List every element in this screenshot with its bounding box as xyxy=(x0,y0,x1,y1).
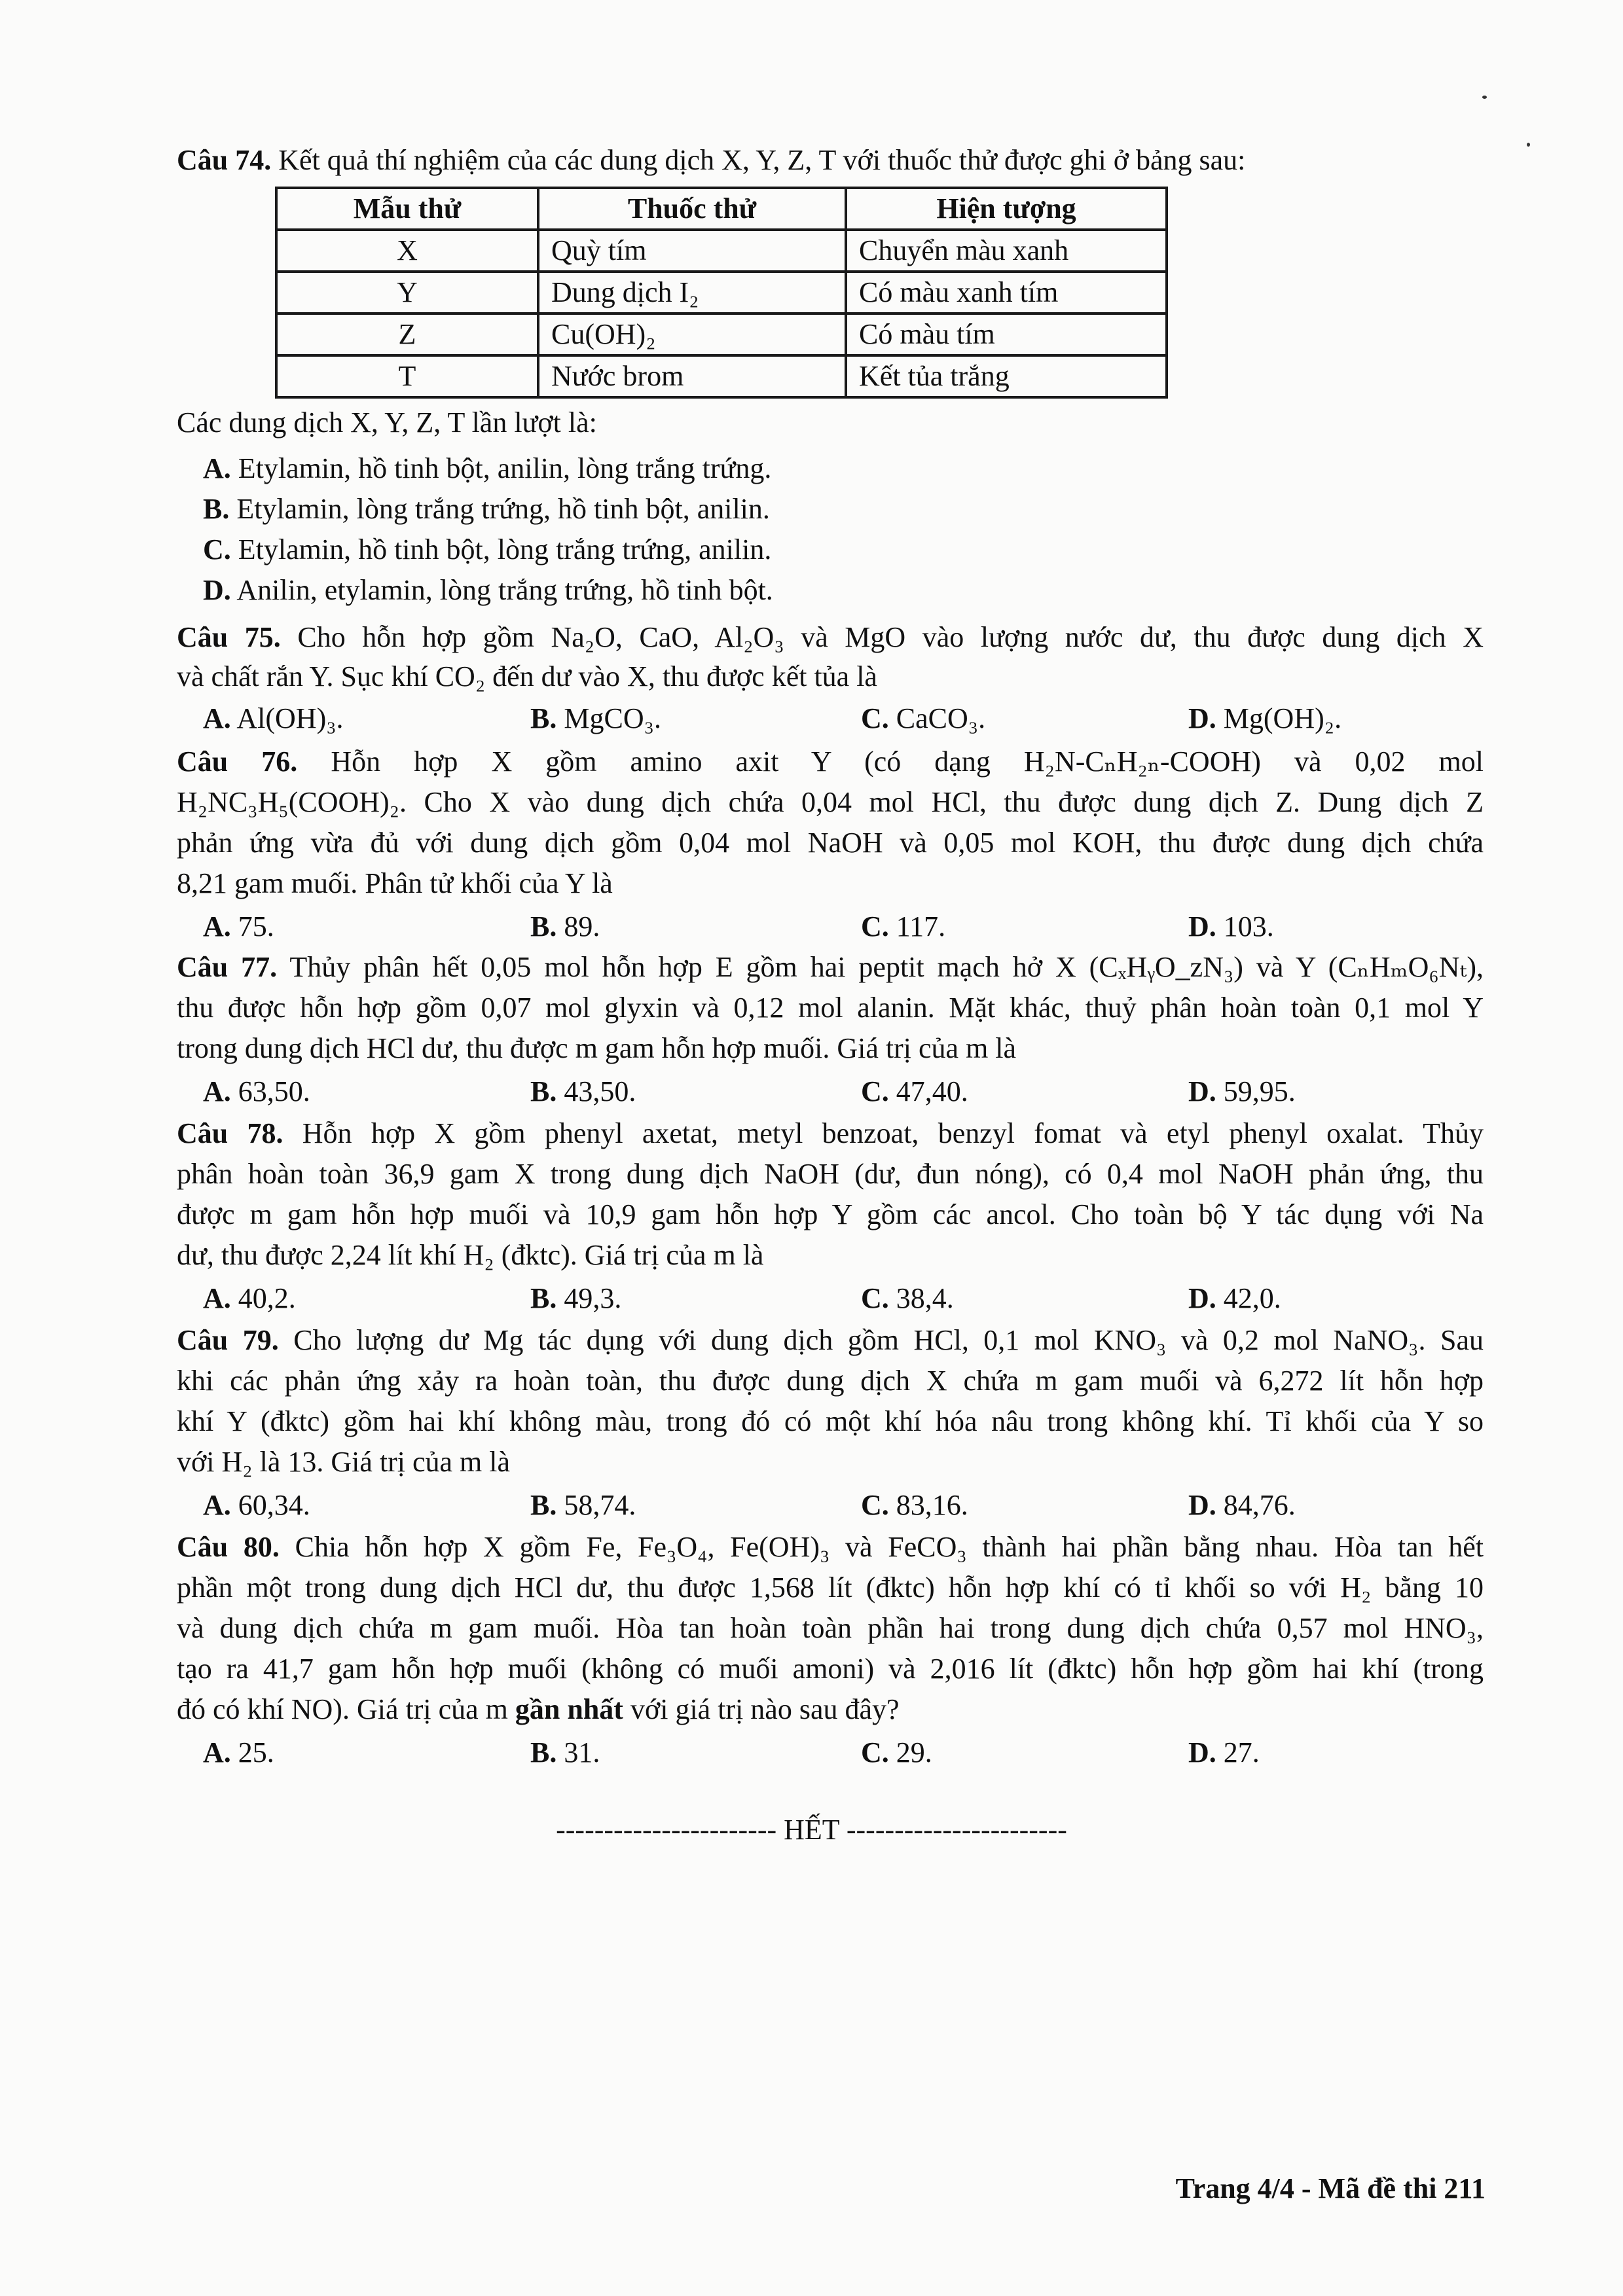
q76-line-3: phản ứng vừa đủ với dung dịch gồm 0,04 mol NaOH và 0,05 mol KOH, thu được dung dịch chứa xyxy=(177,827,1484,859)
q75-text: Cho hỗn hợp gồm Na₂O, CaO, Al₂O₃ và MgO vào lượng nước dư, thu được dung dịch X xyxy=(297,621,1484,653)
option-text: 75. xyxy=(238,910,274,942)
q80-option-c xyxy=(861,1734,932,1771)
option-key: C. xyxy=(203,533,231,565)
option-text: Anilin, etylamin, lòng trắng trứng, hồ tinh bột. xyxy=(236,574,773,606)
q76-option-b xyxy=(530,908,600,945)
option-text: Mg(OH)₂. xyxy=(1223,702,1342,734)
table-cell: Cu(OH)₂ xyxy=(538,314,846,355)
option-key: A. xyxy=(203,452,231,484)
option-key: B. xyxy=(530,1282,557,1314)
q75-label: Câu 75. xyxy=(177,621,281,653)
q77-option-d xyxy=(1188,1073,1296,1110)
table-cell: Nước brom xyxy=(538,355,846,397)
q79-line-1 xyxy=(177,1322,1484,1359)
q74-label: Câu 74. xyxy=(177,144,272,176)
table-row xyxy=(276,355,1167,397)
q80-label: Câu 80. xyxy=(177,1531,280,1563)
option-text: 42,0. xyxy=(1223,1282,1281,1314)
q76-option-c xyxy=(861,908,945,945)
table-cell: Y xyxy=(276,272,538,314)
q78-option-c xyxy=(861,1280,954,1317)
option-key: D. xyxy=(1188,1736,1216,1768)
option-text: 84,76. xyxy=(1223,1489,1296,1521)
option-text: 29. xyxy=(896,1736,932,1768)
option-key: C. xyxy=(861,1075,889,1107)
q80-text: đó có khí NO). Giá trị của m xyxy=(177,1693,508,1725)
q75-option-a xyxy=(203,700,344,737)
q75-line-2: và chất rắn Y. Sục khí CO₂ đến dư vào X, thu được kết tủa là xyxy=(177,660,877,692)
option-key: A. xyxy=(203,910,231,942)
table-cell: Kết tủa trắng xyxy=(846,355,1167,397)
q74-option-a xyxy=(203,450,771,487)
option-text: 38,4. xyxy=(896,1282,954,1314)
q78-option-d xyxy=(1188,1280,1281,1317)
table-cell: X xyxy=(276,230,538,272)
option-key: B. xyxy=(530,1736,557,1768)
q76-label: Câu 76. xyxy=(177,745,298,778)
option-text: 31. xyxy=(564,1736,600,1768)
q77-label: Câu 77. xyxy=(177,951,278,983)
option-key: D. xyxy=(1188,910,1216,942)
option-text: 89. xyxy=(564,910,600,942)
end-marker: ----------------------- HẾT ----------------------- xyxy=(556,1814,1067,1846)
q75-line-1 xyxy=(177,619,1484,656)
q76-line-2: H₂NC₃H₅(COOH)₂. Cho X vào dung dịch chứa 0,04 mol HCl, thu được dung dịch Z. Dung dịch Z xyxy=(177,786,1484,818)
option-key: A. xyxy=(203,1282,231,1314)
q74-result-table xyxy=(275,187,1168,399)
q76-line-4: 8,21 gam muối. Phân tử khối của Y là xyxy=(177,867,613,899)
option-key: A. xyxy=(203,1075,231,1107)
q75-option-d xyxy=(1188,700,1341,737)
option-key: D. xyxy=(1188,1075,1216,1107)
table-header: Mẫu thử xyxy=(276,188,538,230)
option-text: 27. xyxy=(1223,1736,1260,1768)
option-key: C. xyxy=(861,1736,889,1768)
q80-line-5 xyxy=(177,1691,900,1728)
scan-speck xyxy=(1482,96,1487,99)
option-key: C. xyxy=(861,1282,889,1314)
q80-option-a xyxy=(203,1734,274,1771)
option-text: 25. xyxy=(238,1736,274,1768)
table-header-row xyxy=(276,188,1167,230)
q77-line-2: thu được hỗn hợp gồm 0,07 mol glyxin và 0,12 mol alanin. Mặt khác, thuỷ phân hoàn toàn 0,1 mol Y xyxy=(177,992,1484,1024)
q77-option-c xyxy=(861,1073,968,1110)
option-text: 49,3. xyxy=(564,1282,622,1314)
q78-option-b xyxy=(530,1280,621,1317)
table-header: Hiện tượng xyxy=(846,188,1167,230)
option-text: 43,50. xyxy=(564,1075,636,1107)
option-text: Etylamin, hồ tinh bột, lòng trắng trứng, anilin. xyxy=(238,533,772,565)
option-text: 58,74. xyxy=(564,1489,636,1521)
q80-text: Chia hỗn hợp X gồm Fe, Fe₃O₄, Fe(OH)₃ và FeCO₃ thành hai phần bằng nhau. Hòa tan hết xyxy=(295,1531,1484,1563)
q75-option-c xyxy=(861,700,985,737)
q80-emphasis: gần nhất xyxy=(515,1693,623,1725)
q79-option-b xyxy=(530,1487,636,1524)
q80-option-d xyxy=(1188,1734,1260,1771)
q79-line-3: khí Y (đktc) gồm hai khí không màu, trong đó có một khí hóa nâu trong không khí. Tỉ khối của Y so xyxy=(177,1405,1484,1437)
option-text: CaCO₃. xyxy=(896,702,986,734)
q78-text: Hỗn hợp X gồm phenyl axetat, metyl benzoat, benzyl fomat và etyl phenyl oxalat. Thủy xyxy=(302,1117,1484,1149)
q79-option-c xyxy=(861,1487,968,1524)
table-cell: Quỳ tím xyxy=(538,230,846,272)
option-text: 117. xyxy=(896,910,946,942)
option-key: A. xyxy=(203,1736,231,1768)
table-row xyxy=(276,314,1167,355)
option-text: 59,95. xyxy=(1223,1075,1296,1107)
q77-option-a xyxy=(203,1073,310,1110)
q78-line-1 xyxy=(177,1115,1484,1152)
option-key: A. xyxy=(203,1489,231,1521)
option-text: 63,50. xyxy=(238,1075,310,1107)
table-cell: Chuyển màu xanh xyxy=(846,230,1167,272)
table-cell: Có màu xanh tím xyxy=(846,272,1167,314)
q78-line-2: phân hoàn toàn 36,9 gam X trong dung dịch NaOH (dư, đun nóng), có 0,4 mol NaOH phản ứng, thu xyxy=(177,1158,1484,1190)
q76-text: Hỗn hợp X gồm amino axit Y (có dạng H₂N-CₙH₂ₙ-COOH) và 0,02 mol xyxy=(331,745,1484,778)
option-text: Al(OH)₃. xyxy=(236,702,344,734)
option-text: 103. xyxy=(1223,910,1274,942)
table-cell: Dung dịch I₂ xyxy=(538,272,846,314)
q74-stem-line xyxy=(177,142,1245,179)
page-footer: Trang 4/4 - Mã đề thi 211 xyxy=(1175,2172,1486,2204)
q78-line-3: được m gam hỗn hợp muối và 10,9 gam hỗn hợp Y gồm các ancol. Cho toàn bộ Y tác dụng với Na xyxy=(177,1198,1484,1230)
option-key: B. xyxy=(530,1489,557,1521)
q77-text: Thủy phân hết 0,05 mol hỗn hợp E gồm hai peptit mạch hở X (CₓHᵧO_zN₃) và Y (CₙHₘO₆Nₜ), xyxy=(289,951,1484,983)
table-row xyxy=(276,230,1167,272)
option-key: B. xyxy=(530,702,557,734)
option-key: B. xyxy=(530,1075,557,1107)
q80-line-3: và dung dịch chứa m gam muối. Hòa tan hoàn toàn phần hai trong dung dịch chứa 0,57 mol HNO₃, xyxy=(177,1612,1484,1644)
q74-option-d xyxy=(203,572,773,609)
option-text: Etylamin, hồ tinh bột, anilin, lòng trắng trứng. xyxy=(238,452,772,484)
q77-line-3: trong dung dịch HCl dư, thu được m gam hỗn hợp muối. Giá trị của m là xyxy=(177,1032,1017,1064)
q79-line-2: khi các phản ứng xảy ra hoàn toàn, thu được dung dịch X chứa m gam muối và 6,272 lít hỗn hợp xyxy=(177,1365,1484,1397)
option-text: 83,16. xyxy=(896,1489,968,1521)
option-key: D. xyxy=(1188,1489,1216,1521)
option-text: 60,34. xyxy=(238,1489,310,1521)
q79-text: Cho lượng dư Mg tác dụng với dung dịch gồm HCl, 0,1 mol KNO₃ và 0,2 mol NaNO₃. Sau xyxy=(293,1324,1484,1356)
q77-line-1 xyxy=(177,949,1484,986)
q79-option-d xyxy=(1188,1487,1296,1524)
option-key: D. xyxy=(1188,1282,1216,1314)
table-header: Thuốc thử xyxy=(538,188,846,230)
option-key: C. xyxy=(861,702,889,734)
q80-line-2: phần một trong dung dịch HCl dư, thu được 1,568 lít (đktc) hỗn hợp khí có tỉ khối so với H₂ bằng 10 xyxy=(177,1571,1484,1604)
q80-line-4: tạo ra 41,7 gam hỗn hợp muối (không có muối amoni) và 2,016 lít (đktc) hỗn hợp gồm hai khí (trong xyxy=(177,1653,1484,1685)
q76-line-1 xyxy=(177,744,1484,780)
option-key: C. xyxy=(861,1489,889,1521)
option-key: C. xyxy=(861,910,889,942)
q80-option-b xyxy=(530,1734,600,1771)
q80-text: với giá trị nào sau đây? xyxy=(630,1693,900,1725)
q78-label: Câu 78. xyxy=(177,1117,283,1149)
option-text: 40,2. xyxy=(238,1282,296,1314)
q77-option-b xyxy=(530,1073,636,1110)
table-row xyxy=(276,272,1167,314)
option-text: MgCO₃. xyxy=(564,702,661,734)
q74-after: Các dung dịch X, Y, Z, T lần lượt là: xyxy=(177,406,597,439)
q76-option-a xyxy=(203,908,274,945)
q74-stem: Kết quả thí nghiệm của các dung dịch X, Y, Z, T với thuốc thử được ghi ở bảng sau: xyxy=(278,144,1246,176)
q79-option-a xyxy=(203,1487,310,1524)
q74-option-c xyxy=(203,531,771,568)
table-cell: Z xyxy=(276,314,538,355)
option-key: B. xyxy=(530,910,557,942)
scan-speck xyxy=(1527,143,1530,147)
q80-line-1 xyxy=(177,1529,1484,1566)
option-key: D. xyxy=(203,574,231,606)
option-key: D. xyxy=(1188,702,1216,734)
table-cell: Có màu tím xyxy=(846,314,1167,355)
q78-option-a xyxy=(203,1280,296,1317)
table-cell: T xyxy=(276,355,538,397)
q79-line-4: với H₂ là 13. Giá trị của m là xyxy=(177,1446,511,1478)
option-key: A. xyxy=(203,702,231,734)
option-key: B. xyxy=(203,493,230,525)
q78-line-4: dư, thu được 2,24 lít khí H₂ (đktc). Giá trị của m là xyxy=(177,1239,764,1271)
q79-label: Câu 79. xyxy=(177,1324,279,1356)
q76-option-d xyxy=(1188,908,1274,945)
option-text: 47,40. xyxy=(896,1075,968,1107)
q75-option-b xyxy=(530,700,661,737)
q74-option-b xyxy=(203,491,770,528)
option-text: Etylamin, lòng trắng trứng, hồ tinh bột, anilin. xyxy=(236,493,770,525)
